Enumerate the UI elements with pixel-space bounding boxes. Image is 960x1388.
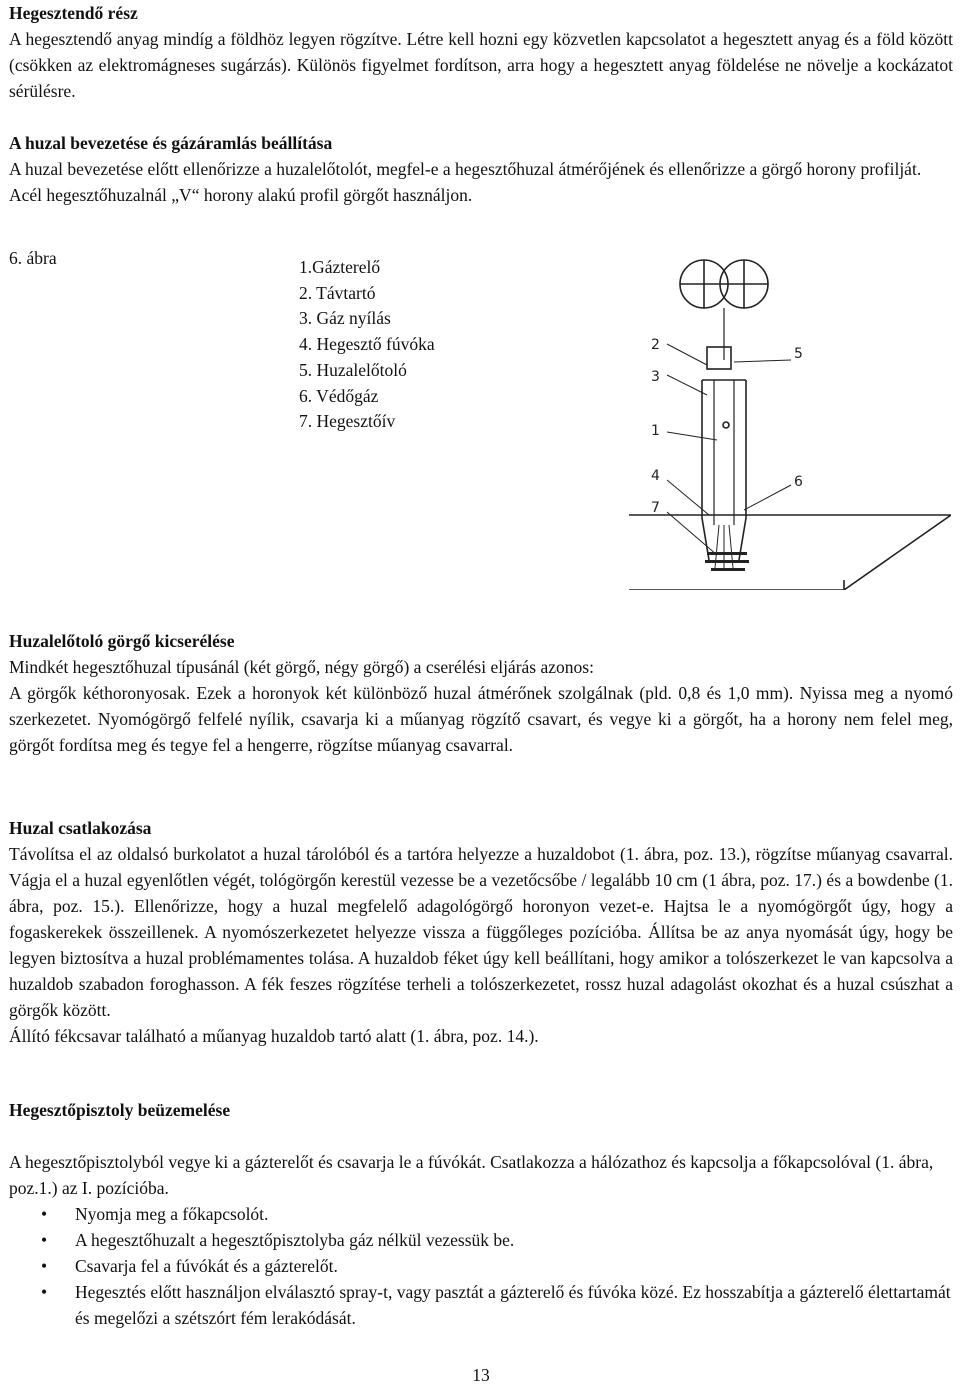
section-heading: Hegesztőpisztoly beüzemelése [9,1100,231,1120]
legend-item: 7. Hegesztőív [299,411,396,432]
legend-item: 2. Távtartó [299,282,376,303]
section-pisztoly-beuzemelese [9,1097,953,1331]
section-huzal-bevezetese [9,130,953,208]
figure-legend [299,255,435,435]
marker-7: 7 [651,500,660,516]
legend-item: 5. Huzalelőtoló [299,359,407,380]
legend-item: 6. Védőgáz [299,385,379,406]
paragraph: A hegesztőpisztolyból vegye ki a gázterelőt és csavarja le a fúvókát. Csatlakozza a hálózathoz és kapcsolja a főkapcsolóval (1. ábra, poz.1.) az I. pozícióba. [9,1152,934,1198]
list-item: • Hegesztés előtt használjon elválasztó spray-t, vagy pasztát a gázterelő és fúvóka közé. Ez hosszabítja a gázterelő élettartamát és megelőzi a szétszórt fém lerakódását. [75,1279,953,1331]
paragraph: A huzal bevezetése előtt ellenőrizze a huzalelőtolót, megfel-e a hegesztőhuzal átmérőjének és ellenőrizze a görgő horony profilját. Acél hegesztőhuzalnál „V“ horony alakú profil görgőt használjon. [9,159,922,205]
section-huzal-csatlakozasa [9,815,953,1049]
paragraph: A hegesztendő anyag mindíg a földhöz legyen rögzítve. Létre kell hozni egy közvetlen kapcsolatot a hegesztett anyag és a föld között (csökken az elektromágneses sugárzás). Különös figyelmet fordítson, arra hogy a hegesztett anyag földelése ne növelje a kockázatot sérülésre. [9,29,953,101]
section-heading: Huzal csatlakozása [9,818,152,838]
marker-2: 2 [651,337,660,353]
welding-torch-diagram [629,250,951,590]
marker-4: 4 [651,468,660,484]
paragraph: Állító fékcsavar található a műanyag huzaldob tartó alatt (1. ábra, poz. 14.). [9,1026,539,1046]
marker-1: 1 [651,423,660,439]
paragraph: A görgők kéthoronyosak. Ezek a horonyok két különböző huzal átmérőnek szolgálnak (pld. 0,8 és 1,0 mm). Nyissa meg a nyomó szerkezetet. Nyomógörgő felfelé nyílik, csavarja ki a műanyag rögzítő csavart, és vegye ki a görgőt, ha a horony nem felel meg, görgőt fordítsa meg és tegye fel a hengerre, rögzítse műanyag csavarral. [9,683,953,755]
list-item: • Nyomja meg a főkapcsolót. [75,1201,953,1227]
figure-label: 6. ábra [9,248,57,268]
list-item: • Csavarja fel a fúvókát és a gázterelőt. [75,1253,953,1279]
marker-3: 3 [651,369,660,385]
legend-item: 1.Gázterelő [299,257,381,277]
workpiece-plate [629,515,951,590]
paragraph: Mindkét hegesztőhuzal típusánál (két görgő, négy görgő) a cserélési eljárás azonos: [9,657,594,677]
list-item: • A hegesztőhuzalt a hegesztőpisztolyba gáz nélkül vezessük be. [75,1227,953,1253]
marker-6: 6 [794,474,803,490]
wire-feeder-block [707,347,731,369]
section-heading: A huzal bevezetése és gázáramlás beállítása [9,133,333,153]
section-gorgo-kicserelese [9,628,953,758]
section-hegesztendo-resz [9,0,953,104]
bullet-list [9,1201,953,1331]
marker-5: 5 [794,346,803,362]
page-number: 13 [472,1365,490,1385]
section-heading: Hegesztendő rész [9,3,138,23]
section-heading: Huzalelőtoló görgő kicserélése [9,631,235,651]
legend-item: 3. Gáz nyílás [299,308,391,329]
legend-item: 4. Hegesztő fúvóka [299,334,435,355]
paragraph: Távolítsa el az oldalsó burkolatot a huzal tárolóból és a tartóra helyezze a huzaldobot (1. ábra, poz. 13.), rögzítse műanyag csavarral. Vágja el a huzal egyenlőtlen végét, tológörgőn kerestül vezesse be a vezetőcsőbe / legalább 10 cm (1 ábra, poz. 17.) és a bowdenbe (1. ábra, poz. 15.). Ellenőrizze, hogy a huzal megfelelő adagológörgő horonyon vezet-e. Hajtsa le a nyomógörgőt úgy, hogy a fogaskerekek összeillenek. A nyomószerkezetet helyezze vissza a függőleges pozícióba. Állítsa be az anya nyomását úgy, hogy be legyen biztosítva a huzal problémamentes tolása. A huzaldob féket úgy kell beállítani, hogy amikor a tolószerkezet le van kapcsolva a huzaldob szabadon foroghasson. A fék feszes rögzítése terheli a tolószerkezetet, rossz huzal adagolást okozhat és a huzal csúszhat a görgők között. [9,844,953,1020]
